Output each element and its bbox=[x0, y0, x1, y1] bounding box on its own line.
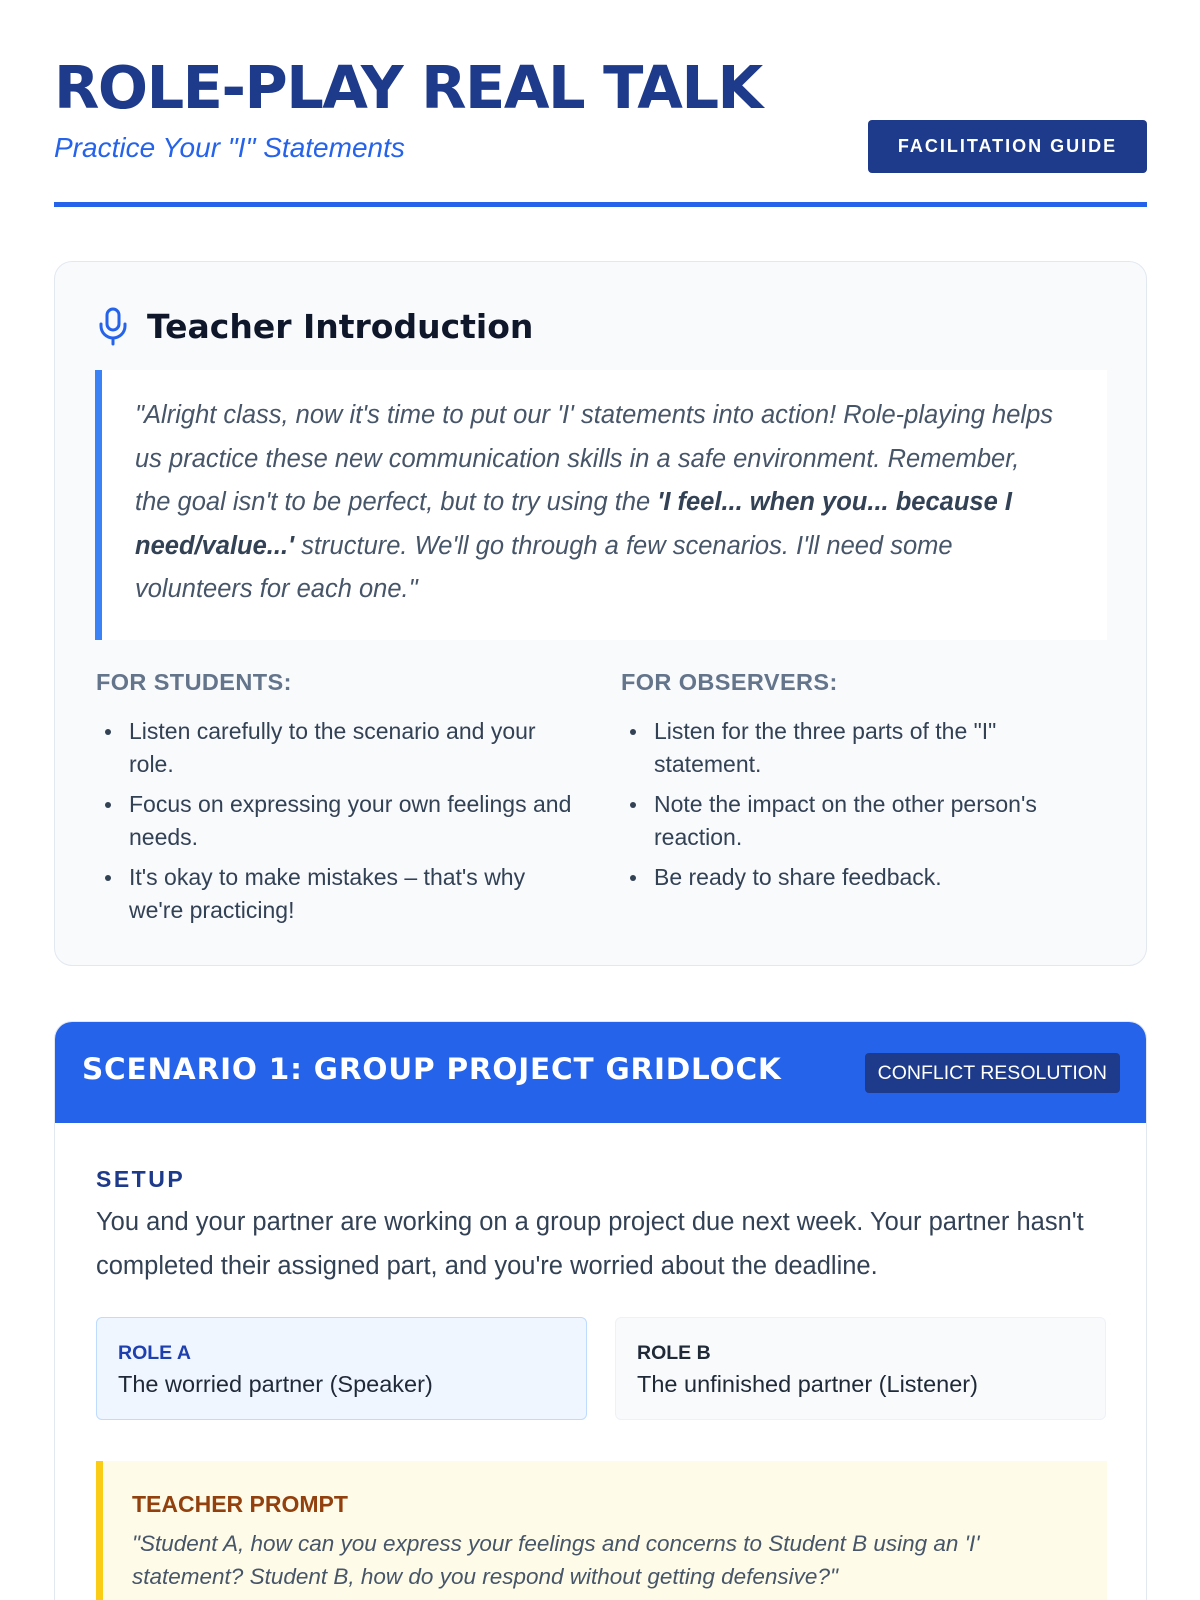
scenario-title: SCENARIO 1: GROUP PROJECT GRIDLOCK bbox=[82, 1052, 782, 1086]
scenario-category-badge: CONFLICT RESOLUTION bbox=[865, 1053, 1120, 1093]
role-a-box bbox=[96, 1317, 587, 1420]
page-title: ROLE-PLAY REAL TALK bbox=[54, 53, 762, 122]
role-b-label: ROLE B bbox=[637, 1342, 711, 1364]
role-a-label: ROLE A bbox=[118, 1342, 191, 1364]
students-list bbox=[96, 715, 576, 927]
observers-list bbox=[621, 715, 1071, 894]
teacher-prompt-box bbox=[96, 1461, 1107, 1600]
teacher-prompt-label: TEACHER PROMPT bbox=[132, 1491, 348, 1517]
teacher-prompt-text: "Student A, how can you express your feelings and concerns to Student B using an 'I' statement? Student B, how do you respond without getting defensive?" bbox=[132, 1531, 980, 1589]
list-item: Focus on expressing your own feelings and needs. bbox=[96, 788, 576, 854]
list-item: Listen carefully to the scenario and your role. bbox=[96, 715, 576, 781]
list-item: Note the impact on the other person's reaction. bbox=[621, 788, 1071, 854]
setup-label: SETUP bbox=[96, 1166, 186, 1192]
teacher-introduction-title: Teacher Introduction bbox=[147, 306, 534, 346]
list-item: Be ready to share feedback. bbox=[621, 861, 1071, 894]
teacher-introduction-heading bbox=[97, 304, 533, 348]
quote-text-end: structure. We'll go through a few scenarios. I'll need some volunteers for each one." bbox=[135, 531, 953, 603]
page-subtitle: Practice Your "I" Statements bbox=[54, 132, 405, 163]
list-item: Listen for the three parts of the "I" statement. bbox=[621, 715, 1071, 781]
teacher-introduction-card bbox=[54, 261, 1147, 966]
students-column bbox=[96, 669, 576, 934]
scenario-header bbox=[55, 1022, 1146, 1123]
facilitation-guide-button[interactable]: FACILITATION GUIDE bbox=[868, 120, 1147, 173]
role-b-box bbox=[615, 1317, 1106, 1420]
list-item: It's okay to make mistakes – that's why we're practicing! bbox=[96, 861, 576, 927]
microphone-icon bbox=[97, 306, 129, 346]
page-header bbox=[54, 52, 1147, 207]
teacher-script-quote bbox=[95, 370, 1107, 640]
scenario-card bbox=[54, 1021, 1147, 1600]
students-heading: FOR STUDENTS: bbox=[96, 669, 292, 695]
setup-text: You and your partner are working on a group project due next week. Your partner hasn't completed their assigned part, and you're worried about the deadline. bbox=[96, 1208, 1084, 1280]
role-a-text: The worried partner (Speaker) bbox=[118, 1371, 433, 1397]
quote-text-start: "Alright class, now it's time to put our 'I' statements into action! Role-playing helps us practice these new communication skills in a safe environment. Remember, the goal isn't to be perfect, but to try using the bbox=[135, 401, 1053, 516]
role-b-text: The unfinished partner (Listener) bbox=[637, 1371, 978, 1397]
observers-column bbox=[621, 669, 1071, 901]
observers-heading: FOR OBSERVERS: bbox=[621, 669, 838, 695]
i-statement-structure: 'I feel... when you... because I need/value...' bbox=[135, 488, 1012, 560]
